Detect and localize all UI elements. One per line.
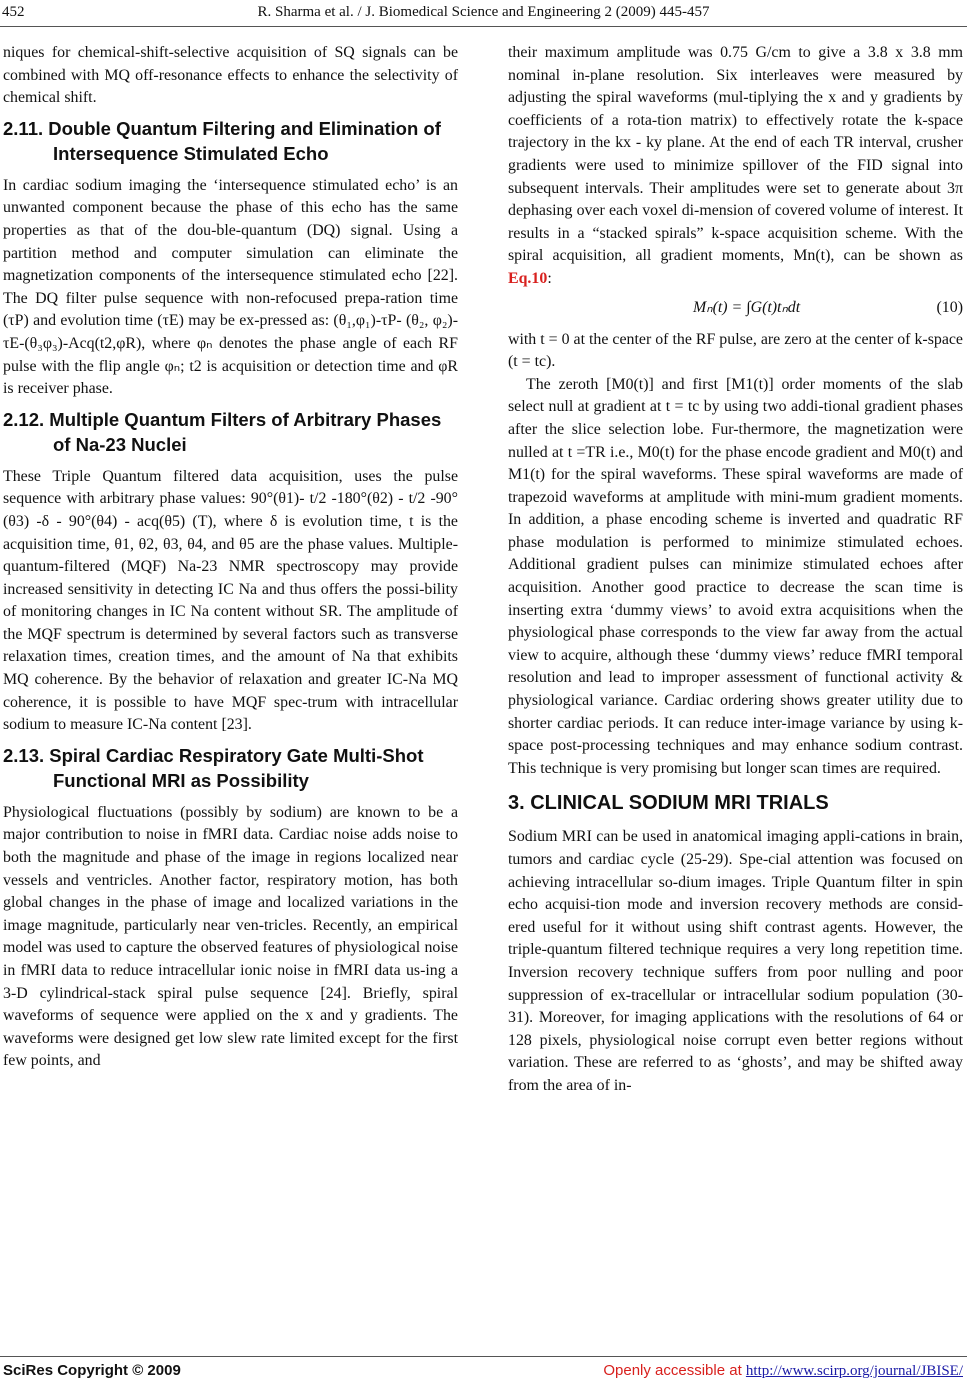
journal-url-link[interactable]: http://www.scirp.org/journal/JBISE/: [745, 1363, 963, 1379]
running-title: R. Sharma et al. / J. Biomedical Science and Engineering 2 (2009) 445-457: [257, 4, 710, 20]
heading-2-11: 2.11. Double Quantum Filtering and Elimination of Intersequence Stimulated Echo: [3, 117, 441, 164]
equation-expression: Mₙ(t) = ∫G(t)tₙdt: [693, 298, 801, 316]
open-access-label: Openly accessible at: [603, 1362, 742, 1379]
heading-2-12: 2.12. Multiple Quantum Filters of Arbitrary Phases of Na-23 Nuclei: [3, 408, 442, 455]
paragraph-moments: The zeroth [M0(t)] and first [M1(t)] order moments of the slab select null at gradient at t = tc by using two addi-tional gradient phases after the slice selection lobe. Fur-thermore, the magnetization were nulled at t =TR i.e., M0(t) for the phase encode gradient and M0(t) and M1(t) for the spiral waveforms. These spiral waveforms are made of trapezoid waveforms at amplitude with mini-mum gradient moments. In addition, a phase encoding scheme is inverted and quadratic RF phase modulation is performed to minimize stimulated echoes. Additional gradient pulses can minimize stimulated echoes after acquisition. Another good practice to decrease the scan time is inserting extra ‘dummy views’ to avoid extra acquisitions when the physiological phase corresponds to the view far away from the actual view to acquire, although these ‘dummy views’ reduce fMRI temporal resolution and lead to improper assessment of functional activity & physiological variance. Cardiac ordering shows greater utility due to shorter cardiac periods. It can reduce inter-image variance by using k-space post-processing techniques and may enhance sodium contrast. This technique is very promising but longer scan times are required.: [508, 375, 963, 777]
left-column: [3, 42, 458, 1073]
open-access-notice: [603, 1362, 963, 1380]
header-rule: [0, 26, 967, 27]
right-column: [508, 42, 963, 1098]
heading-section-3: 3. CLINICAL SODIUM MRI TRIALS: [508, 792, 829, 815]
footer-rule: [0, 1356, 967, 1357]
paragraph-after-equation: with t = 0 at the center of the RF pulse, are zero at the center of k-space (t = tc).: [508, 330, 963, 371]
paragraph-2-11: In cardiac sodium imaging the ‘intersequence stimulated echo’ is an unwanted component because the phase of this echo has the same properties as that of the dou-ble-quantum (DQ) signal. Using a partition method and computer simulation can eliminate the magnetization components of the intersequence stimulated echo [22]. The DQ filter pulse sequence with non-refocused prepa-ration time (τP) and evolution time (τE) may be ex-pressed as: (θ₁,φ₁)-τP- (θ₂, φ₂)-τE-(θ₃φ₃)-Acq(t2,φR), where φₙ denotes the phase angle of each RF pulse with the flip angle φₙ; t2 is acquisition or detection time and φR is receiver phase.: [3, 176, 458, 398]
equation-10: [508, 297, 963, 325]
paragraph-2-12: These Triple Quantum filtered data acquisition, uses the pulse sequence with arbitrary phase values: 90°(θ1)- t/2 -180°(θ2) - t/2 -90°(θ3) -δ - 90°(θ4) - acq(θ5) (T), where δ is evolution time, t is the acquisition time, θ1, θ2, θ3, θ4, and θ5 are the phase values. Multiple-quantum-filtered (MQF) Na-23 NMR spectroscopy may provide increased sensitivity in detecting IC Na and thus offers the possi-bility of monitoring changes in IC Na content without SR. The amplitude of the MQF spectrum is determined by several factors such as transverse relaxation times, creation times, and the amount of Na that exhibits MQ coherence. By the behavior of relaxation and greater IC-Na MQ coherence, it is possible to have MQF spec-trum with intracellular sodium to measure IC-Na content [23].: [3, 467, 458, 734]
paragraph-text: their maximum amplitude was 0.75 G/cm to give a 3.8 x 3.8 mm nominal in-plane resolution. Six interleaves were measured by adjusting the spiral waveforms (mul-tiplying the x and y gradients by coefficients of a rota-tion matrix) to effectively rotate the k-space trajectory in the kx - ky plane. At the end of each TR interval, crusher gradients were used to minimize spillover of the FID signal into subsequent intervals. Their amplitudes were set to generate about 3π dephasing over each voxel di-mension of covered volume of interest. It results in a “stacked spirals” k-space acquisition scheme. With the spiral acquisition, all gradient moments, Mn(t), can be shown as: [508, 44, 963, 265]
paragraph-2-13: Physiological fluctuations (possibly by sodium) are known to be a major contribution to noise in fMRI data. Cardiac noise adds noise to both the magnitude and phase of the image in regions localized near vessels and ventricles. Another factor, respiratory motion, has both global changes in the phase of image and localized variations in the image magnitude, particularly near ven-tricles. Recently, an empirical model was used to capture the observed features of physiological noise in fMRI data to reduce intracellular ionic noise in fMRI data us-ing a 3-D cylindrical-stack spiral pulse sequence [24]. Briefly, spiral waveforms of sequence were applied on the x and y gradients. The waveforms were designed get low slew rate limited except for the first few points, and: [3, 803, 458, 1070]
page-header: [0, 4, 967, 26]
paragraph-continued: niques for chemical-shift-selective acquisition of SQ signals can be combined with MQ off-resonance effects to enhance the selectivity of chemical shift.: [3, 44, 458, 107]
paragraph-clinical-trials: Sodium MRI can be used in anatomical imaging appli-cations in brain, tumors and cardiac cycle (25-29). Spe-cial attention was focused on achieving intracellular so-dium images. Triple Quantum filter in spin echo acquisi-tion mode and inversion recovery methods are consid-ered useful for it without using shift contrast agents. However, the triple-quantum filtered technique requires a very long repetition time. Inversion recovery technique suffers from poor nulling and poor suppression of ex-tracellular or intracellular sodium population (30-31). Moreover, for imaging applications with the resolutions of 64 or 128 pixels, physiological noise corrupt even better regions without variation. These are referred to as ‘ghosts’, and may be shifted away from the area of in-: [508, 828, 963, 1094]
page-footer: [0, 1356, 967, 1386]
paragraph-spiral-continued: their maximum amplitude was 0.75 G/cm to give a 3.8 x 3.8 mm nominal in-plane resolution. Six interleaves were measured by adjusting the spiral waveforms (mul-tiplying the x and y gradients by coefficients of a rota-tion matrix) to effectively rotate the k-space trajectory in the kx - ky plane. At the end of each TR interval, crusher gradients were used to minimize spillover of the FID signal into subsequent intervals. Their amplitudes were set to generate about 3π dephasing over each voxel di-mension of covered volume of interest. It results in a “stacked spirals” k-space acquisition scheme. With the spiral acquisition, all gradient moments, Mn(t), can be shown as Eq.10:: [508, 44, 963, 287]
heading-2-13: 2.13. Spiral Cardiac Respiratory Gate Multi-Shot Functional MRI as Possibility: [3, 744, 424, 791]
equation-reference-link[interactable]: Eq.10: [508, 269, 548, 287]
page-number: 452: [2, 4, 25, 20]
equation-number: (10): [936, 298, 963, 316]
copyright-notice: SciRes Copyright © 2009: [3, 1362, 181, 1379]
